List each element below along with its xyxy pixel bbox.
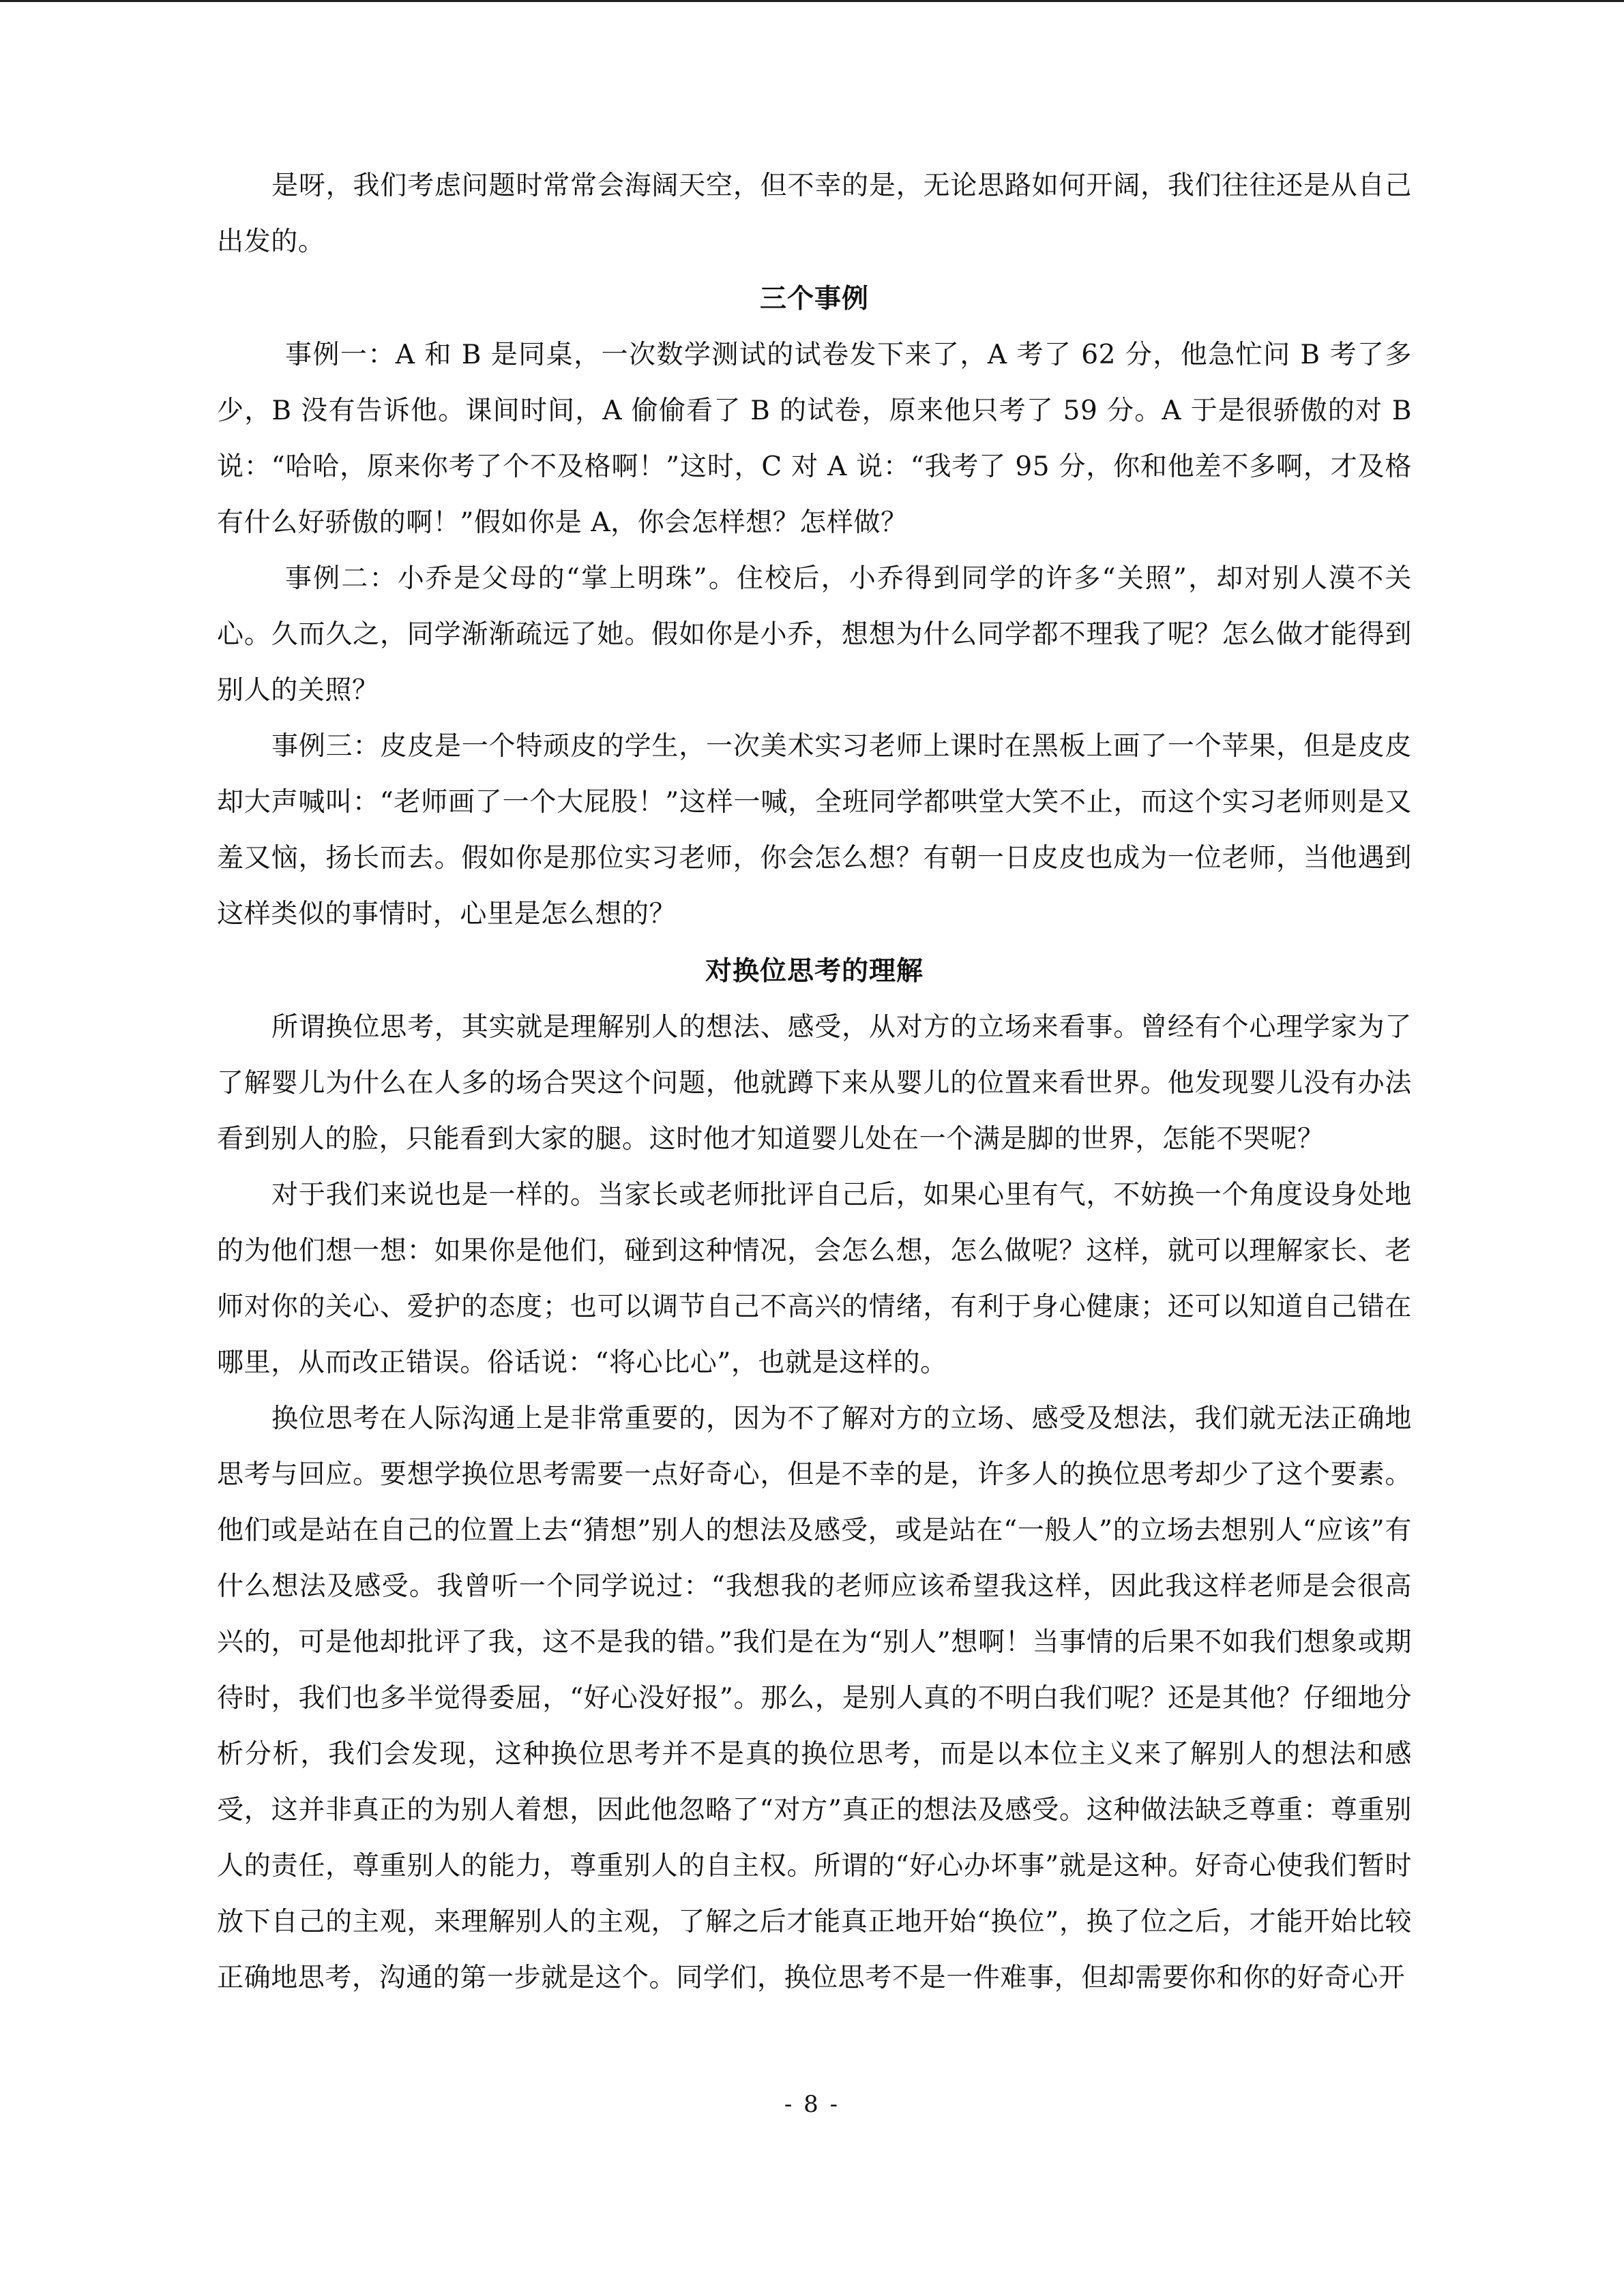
body-paragraph-family-teachers: 对于我们来说也是一样的。当家长或老师批评自己后，如果心里有气，不妨换一个角度设身处地的为他们想一想：如果你是他们，碰到这种情况，会怎么想，怎么做呢？这样，就可以理解家长、老师对你的关心、爱护的态度；也可以调节自己不高兴的情绪，有利于身心健康；还可以知道自己错在哪里，从而改正错误。俗话说：“将心比心”，也就是这样的。 (217, 1180, 1412, 1378)
case-one-paragraph: 事例一：A 和 B 是同桌，一次数学测试的试卷发下来了，A 考了 62 分，他急忙问 B 考了多少，B 没有告诉他。课间时间，A 偷偷看了 B 的试卷，原来他只考了 59 分。A 于是很骄傲的对 B 说：“哈哈，原来你考了个不及格啊！”这时，C 对 A 说：“我考了 95 分，你和他差不多啊，才及格有什么好骄傲的啊！”假如你是 A，你会怎样想？怎样做？ (217, 340, 1412, 538)
section-heading-three-cases: 三个事例 (759, 283, 869, 314)
case-three-paragraph: 事例三：皮皮是一个特顽皮的学生，一次美术实习老师上课时在黑板上画了一个苹果，但是皮皮却大声喊叫：“老师画了一个大屁股！”这样一喊，全班同学都哄堂大笑不止，而这个实习老师则是又羞又恼，扬长而去。假如你是那位实习老师，你会怎么想？有朝一日皮皮也成为一位老师，当他遇到这样类似的事情时，心里是怎么想的？ (217, 731, 1412, 929)
body-paragraph-communication: 换位思考在人际沟通上是非常重要的，因为不了解对方的立场、感受及想法，我们就无法正确地思考与回应。要想学换位思考需要一点好奇心，但是不幸的是，许多人的换位思考却少了这个要素。他们或是站在自己的位置上去“猜想”别人的想法及感受，或是站在“一般人”的立场去想别人“应该”有什么想法及感受。我曾听一个同学说过：“我想我的老师应该希望我这样，因此我这样老师是会很高兴的，可是他却批评了我，这不是我的错。”我们是在为“别人”想啊！当事情的后果不如我们想象或期待时，我们也多半觉得委屈，“好心没好报”。那么，是别人真的不明白我们呢？还是其他？仔细地分析分析，我们会发现，这种换位思考并不是真的换位思考，而是以本位主义来了解别人的想法和感受，这并非真正的为别人着想，因此他忽略了“对方”真正的想法及感受。这种做法缺乏尊重：尊重别人的责任，尊重别人的能力，尊重别人的自主权。所谓的“好心办坏事”就是这种。好奇心使我们暂时放下自己的主观，来理解别人的主观，了解之后才能真正地开始“换位”，换了位之后，才能开始比较正确地思考，沟通的第一步就是这个。同学们，换位思考不是一件难事，但却需要你和你的好奇心开 (217, 1403, 1412, 1993)
intro-paragraph: 是呀，我们考虑问题时常常会海阔天空，但不幸的是，无论思路如何开阔，我们往往还是从自己出发的。 (217, 170, 1412, 257)
top-border-line (0, 0, 1624, 2)
page-number: - 8 - (784, 2091, 840, 2118)
document-page (217, 158, 1412, 2006)
section-heading-perspective-taking: 对换位思考的理解 (705, 955, 924, 987)
body-paragraph-definition: 所谓换位思考，其实就是理解别人的想法、感受，从对方的立场来看事。曾经有个心理学家为了了解婴儿为什么在人多的场合哭这个问题，他就蹲下来从婴儿的位置来看世界。他发现婴儿没有办法看到别人的脸，只能看到大家的腿。这时他才知道婴儿处在一个满是脚的世界，怎能不哭呢？ (217, 1012, 1412, 1154)
case-two-paragraph: 事例二：小乔是父母的“掌上明珠”。住校后，小乔得到同学的许多“关照”，却对别人漠不关心。久而久之，同学渐渐疏远了她。假如你是小乔，想想为什么同学都不理我了呢？怎么做才能得到别人的关照？ (217, 563, 1412, 706)
